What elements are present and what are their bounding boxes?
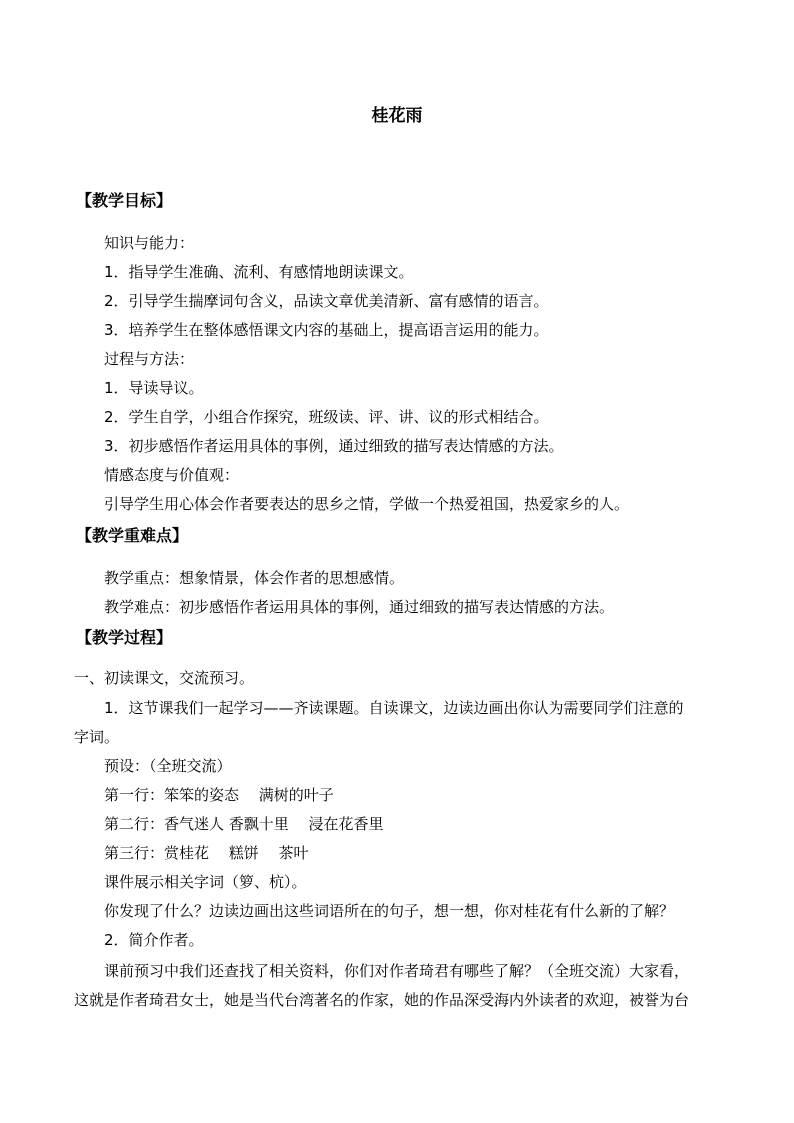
- process-line: 1．这节课我们一起学习——齐读课题。自读课文，边读边画出你认为需要同学们注意的: [104, 699, 684, 717]
- objectives-line: 1．导读导议。: [104, 379, 204, 397]
- process-line: 第三行：赏桂花 糕饼 茶叶: [104, 844, 309, 862]
- process-line: 2．简介作者。: [104, 931, 204, 949]
- process-line: 预设：（全班交流）: [104, 757, 232, 775]
- process-line: 课件展示相关字词（箩、杭）。: [104, 873, 307, 891]
- objectives-line: 1．指导学生准确、流利、有感情地朗读课文。: [104, 263, 414, 281]
- key-points-line: 教学难点：初步感悟作者运用具体的事例，通过细致的描写表达情感的方法。: [104, 598, 615, 616]
- section-heading-key-points: 【教学重难点】: [76, 526, 189, 545]
- process-line: 课前预习中我们还查找了相关资料，你们对作者琦君有哪些了解？（全班交流）大家看，: [104, 962, 690, 980]
- objectives-line: 2．学生自学，小组合作探究，班级读、评、讲、议的形式相结合。: [104, 408, 549, 426]
- objectives-line: 3．初步感悟作者运用具体的事例，通过细致的描写表达情感的方法。: [104, 437, 564, 455]
- process-line: 一、初读课文，交流预习。: [74, 669, 255, 687]
- key-points-line: 教学重点：想象情景，体会作者的思想感情。: [104, 569, 405, 587]
- section-heading-objectives: 【教学目标】: [76, 191, 173, 210]
- objectives-line: 情感态度与价值观：: [104, 466, 240, 484]
- process-line: 你发现了什么？边读边画出这些词语所在的句子，想一想，你对桂花有什么新的了解？: [104, 902, 675, 920]
- objectives-line: 过程与方法：: [104, 350, 195, 368]
- objectives-line: 3．培养学生在整体感悟课文内容的基础上，提高语言运用的能力。: [104, 321, 549, 339]
- process-line: 这就是作者琦君女士，她是当代台湾著名的作家，她的作品深受海内外读者的欢迎，被誉为台: [74, 991, 690, 1009]
- process-line: 第二行：香气迷人 香飘十里 浸在花香里: [104, 815, 384, 833]
- objectives-line: 知识与能力：: [104, 234, 195, 252]
- objectives-line: 引导学生用心体会作者要表达的思乡之情，学做一个热爱祖国，热爱家乡的人。: [104, 495, 630, 513]
- document-title: 桂花雨: [371, 106, 423, 126]
- section-heading-process: 【教学过程】: [76, 628, 173, 647]
- process-line: 第一行：笨笨的姿态 满树的叶子: [104, 786, 334, 804]
- objectives-line: 2．引导学生揣摩词句含义，品读文章优美清新、富有感情的语言。: [104, 292, 549, 310]
- process-line: 字词。: [74, 728, 120, 746]
